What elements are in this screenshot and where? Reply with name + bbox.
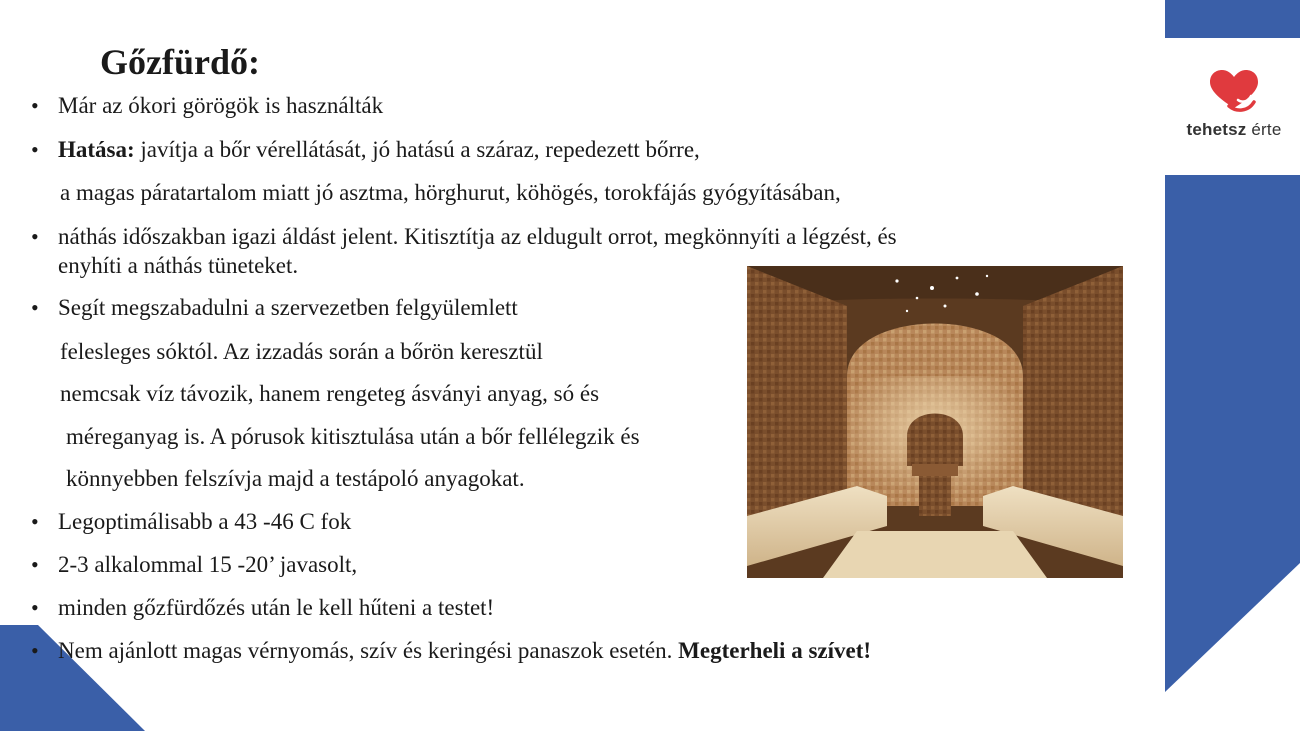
bullet-effect: • Hatása: javítja a bőr vérellátását, jó hatású a száraz, repedezett bőrre, <box>58 137 700 163</box>
effect-label: Hatása: <box>58 137 135 162</box>
bullet-cooling: • minden gőzfürdőzés után le kell hűteni a testet! <box>58 595 494 621</box>
steam-room-photo <box>747 266 1123 578</box>
cold-season-line-2: enyhíti a náthás tüneteket. <box>58 253 299 278</box>
salts-line-3: nemcsak víz távozik, hanem rengeteg ásványi anyag, só és <box>60 381 600 406</box>
bullet-temperature: • Legoptimálisabb a 43 -46 C fok <box>58 509 351 535</box>
bullet-frequency: • 2-3 alkalommal 15 -20’ javasolt, <box>58 552 357 578</box>
bullet-ancient-greeks: • Már az ókori görögök is használták <box>58 93 383 119</box>
bullet-salts: • Segít megszabadulni a szervezetben felgyülemlett <box>58 295 518 321</box>
slide-title: Gőzfürdő: <box>100 42 260 82</box>
effect-line-2: a magas páratartalom miatt jó asztma, hörghurut, köhögés, torokfájás gyógyításában, <box>60 180 841 205</box>
logo-wordmark: tehetsz érte <box>1186 120 1282 139</box>
salts-line-2: felesleges sóktól. Az izzadás során a bőrön keresztül <box>60 339 543 364</box>
heart-icon <box>1172 68 1296 118</box>
bullet-contraindication: • Nem ajánlott magas vérnyomás, szív és keringési panaszok esetén. Megterheli a szívet! <box>58 638 871 664</box>
bullet-cold-season: • náthás időszakban igazi áldást jelent. Kitisztítja az eldugult orrot, megkönnyíti a légzést, és <box>58 224 897 250</box>
salts-line-5: könnyebben felszívja majd a testápoló anyagokat. <box>66 466 525 491</box>
warning-text: Megterheli a szívet! <box>678 638 872 663</box>
logo <box>1172 68 1296 144</box>
salts-line-4: méreganyag is. A pórusok kitisztulása után a bőr fellélegzik és <box>66 424 640 449</box>
